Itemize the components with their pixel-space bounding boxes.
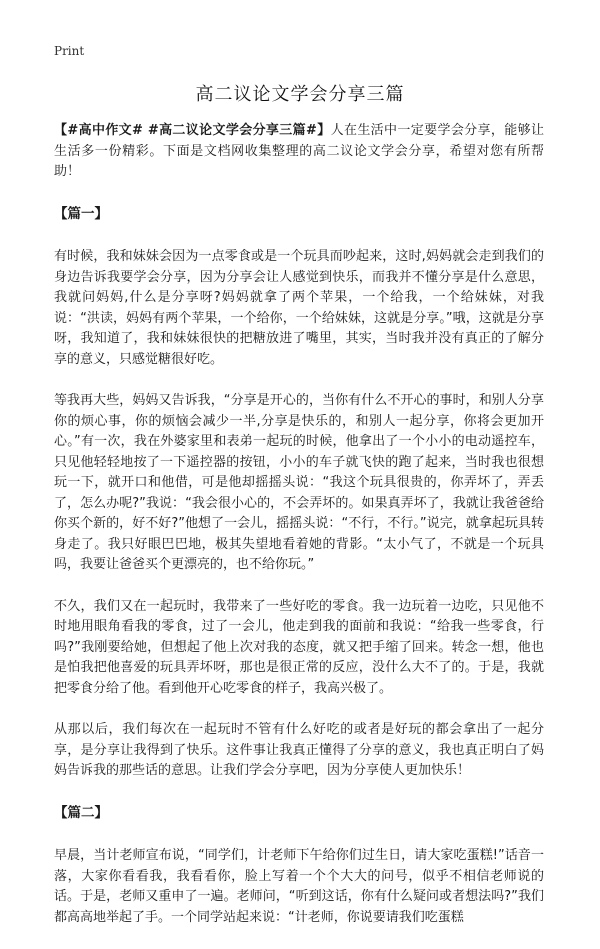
- section1-paragraph-1: 有时候，我和妹妹会因为一点零食或是一个玩具而吵起来，这时,妈妈就会走到我们的身边告诉我要学会分享，因为分享会让人感觉到快乐，而我并不懂分享是什么意思，我就问妈妈,什么是分享呀?妈妈就拿了两个苹果，一个给我，一个给妹妹，对我说：“洪读，妈妈有两个苹果，一个给你，一个给妹妹，这就是分享。”哦，这就是分享呀，我知道了，我和妹妹很快的把糖放进了嘴里，其实，当时我并没有真正的了解分享的意义，只感觉糖很好吃。: [54, 249, 544, 367]
- section-heading-2: 【篇二】: [54, 804, 108, 821]
- section1-paragraph-4: 从那以后，我们每次在一起玩时不管有什么好吃的或者是好玩的都会拿出了一起分享，是分享让我得到了快乐。这件事让我真正懂得了分享的意义，我也真正明白了妈妈告诉我的那些话的意思。让我们学会分享吧，因为分享使人更加快乐！: [54, 722, 544, 778]
- section2-paragraph-1: 早晨，当计老师宣布说，“同学们，计老师下午给你们过生日，请大家吃蛋糕!”话音一落，大家你看看我，我看看你，脸上写着一个个大大的问号，似乎不相信老师说的话。于是，老师又重申了一遍。老师问，“听到这话，你有什么疑问或者想法吗?”我们都高高地举起了手。一个同学站起来说：“计老师，你说要请我们吃蛋糕: [54, 848, 544, 925]
- section-heading-1: 【篇一】: [54, 205, 108, 222]
- intro-tag: 【#高中作文# #高二议论文学会分享三篇#】: [54, 123, 331, 138]
- intro-paragraph: [54, 121, 544, 183]
- document-title: 高二议论文学会分享三篇: [195, 84, 405, 105]
- section1-paragraph-2: 等我再大些，妈妈又告诉我，“分享是开心的，当你有什么不开心的事时，和别人分享你的烦心事，你的烦恼会减少一半,分享是快乐的，和别人一起分享，你将会更加开心。”有一次，我在外婆家里和表弟一起玩的时候，他拿出了一个小小的电动遥控车，只见他轻轻地按了一下遥控器的按钮，小小的车子就飞快的跑了起来，当时我也很想玩一下，就开口和他借，可是他却摇摇头说：“我这个玩具很贵的，你弄坏了，弄丢了，怎么办呢?”我说：“我会很小心的，不会弄坏的。如果真弄坏了，我就让我爸爸给你买个新的，好不好?”他想了一会儿，摇摇头说：“不行，不行。”说完，就拿起玩具转身走了。我只好眼巴巴地，极其失望地看着她的背影。“太小气了，不就是一个玩具吗，我要让爸爸买个更漂亮的，也不给你玩。”: [54, 393, 544, 572]
- document-body: [54, 121, 544, 949]
- intro-text: 人在生活中一定要学会分享，能够让生活多一份精彩。下面是文档网收集整理的高二议论文学会分享，希望对您有所帮助！: [54, 123, 544, 179]
- section1-paragraph-3: 不久，我们又在一起玩时，我带来了一些好吃的零食。我一边玩着一边吃，只见他不时地用眼角看我的零食，过了一会儿，他走到我的面前和我说：“给我一些零食，行吗?”我刚要给她，但想起了他上次对我的态度，就又把手缩了回来。转念一想，他也是怕我把他喜爱的玩具弄坏呀，那也是很正常的反应，没什么大不了的。于是，我就把零食分给了他。看到他开心吃零食的样子，我高兴极了。: [54, 598, 544, 696]
- print-label: Print: [54, 44, 85, 58]
